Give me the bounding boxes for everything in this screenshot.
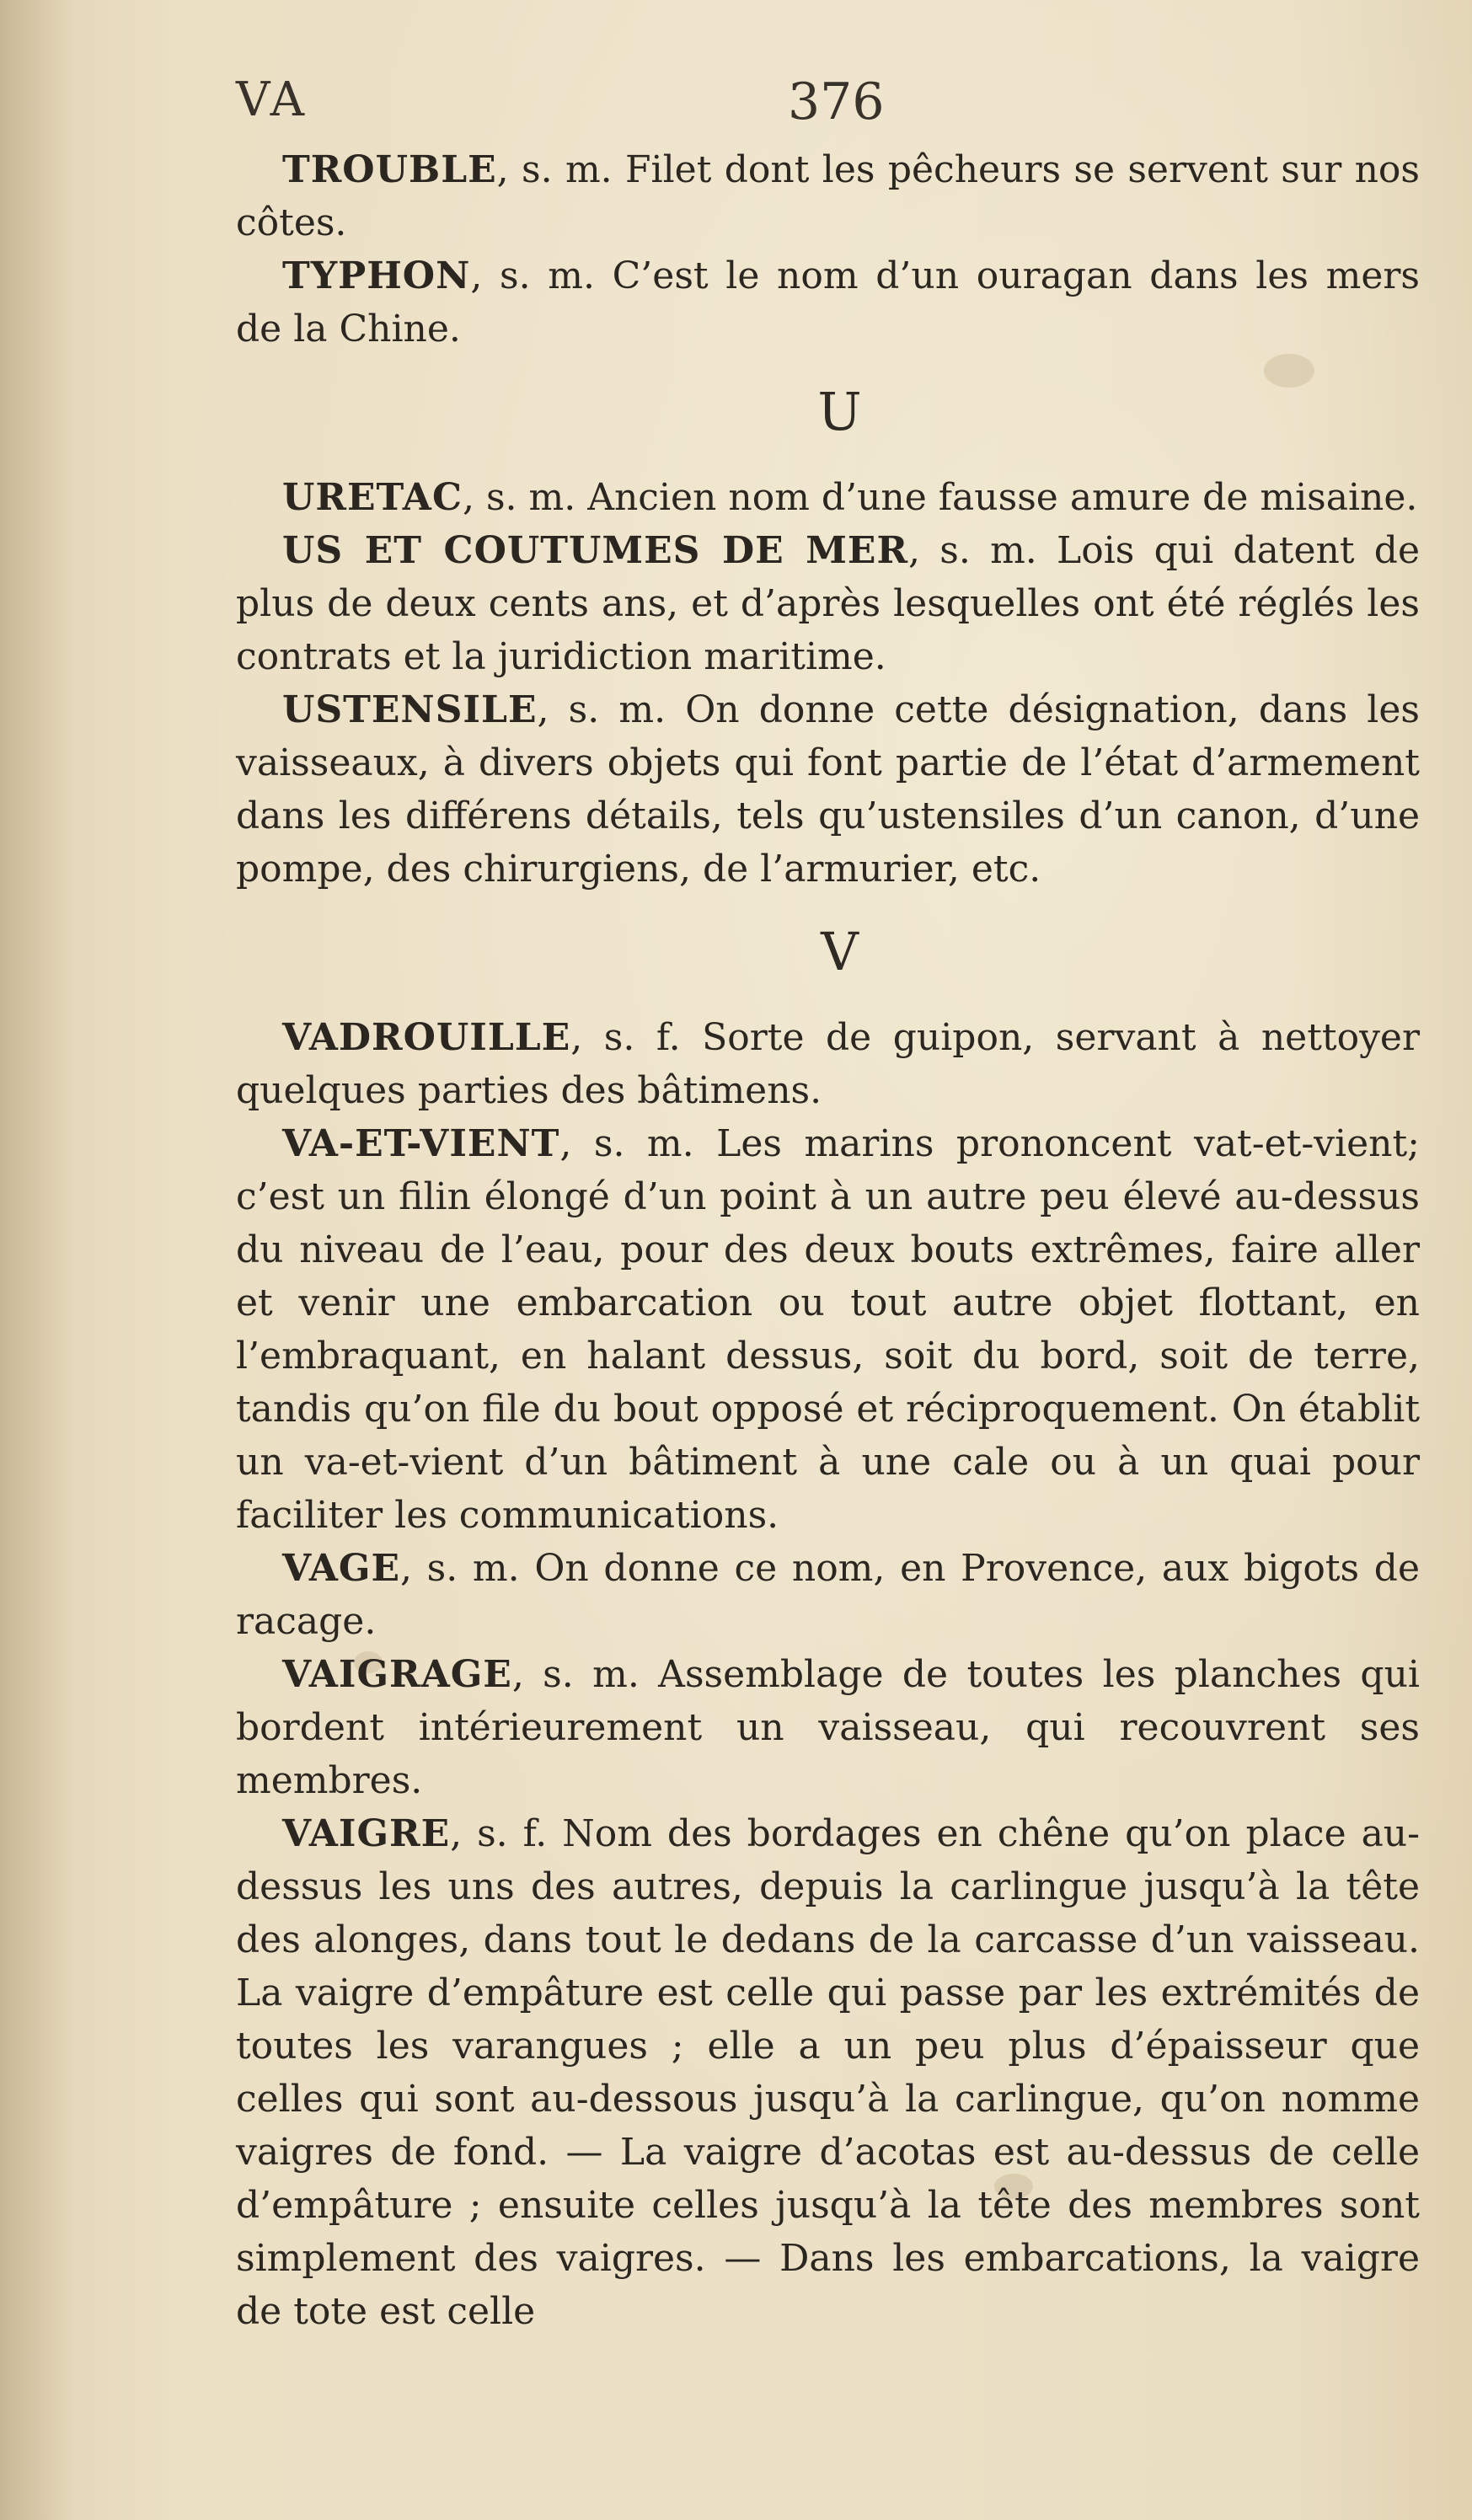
entry-definition: , s. m. Filet dont les pêcheurs se servent sur nos côtes. [236,148,1420,244]
dictionary-entry [236,471,1420,524]
entry-headword: TROUBLE [282,148,497,191]
page-number: 376 [788,72,885,131]
entry-headword: VAIGRE [282,1812,451,1855]
page-gutter-shadow [0,0,76,2520]
entry-definition: , s. f. Nom des bordages en chêne qu’on place au-dessus les uns des autres, depuis la carlingue jusqu’à la tête des alonges, dans tout le dedans de la carcasse d’un vaisseau. La vaigre d’empâture est celle qui passe par les extrémités de toutes les varangues ; elle a un peu plus d’épaisseur que celles qui sont au-dessous jusqu’à la carlingue, qu’on nomme vaigres de fond. — La vaigre d’acotas est au-dessus de celle d’empâture ; ensuite celles jusqu’à la tête des membres sont simplement des vaigres. — Dans les embarcations, la vaigre de tote est celle [236,1812,1420,2333]
entry-headword: VADROUILLE [282,1016,571,1059]
entry-definition: , s. m. Lois qui datent de plus de deux cents ans, et d’après lesquelles ont été réglés les contrats et la juridiction maritime. [236,529,1420,678]
dictionary-entry [236,1117,1420,1542]
dictionary-entry [236,524,1420,683]
dictionary-entry [236,1807,1420,2338]
entry-definition: , s. f. Sorte de guipon, servant à nettoyer quelques parties des bâtimens. [236,1016,1420,1112]
dictionary-entry [236,143,1420,249]
dictionary-entry [236,683,1420,896]
running-head: VA [236,72,308,127]
dictionary-entry [236,1648,1420,1807]
entry-definition: , s. m. Ancien nom d’une fausse amure de misaine. [462,476,1418,519]
entry-definition: , s. m. Assemblage de toutes les planches qui bordent intérieurement un vaisseau, qui recouvrent ses membres. [236,1653,1420,1802]
section-letter-heading: V [821,921,860,982]
section-letter-heading: U [817,381,864,442]
dictionary-entry [236,249,1420,356]
entry-headword: VA-ET-VIENT [282,1122,560,1165]
entry-headword: US ET COUTUMES DE MER [282,529,909,572]
dictionary-text [236,143,1420,2338]
dictionary-entry [236,1542,1420,1648]
entry-definition: , s. m. On donne cette désignation, dans les vaisseaux, à divers objets qui font partie de l’état d’armement dans les différens détails, tels qu’ustensiles d’un canon, d’une pompe, des chirurgiens, de l’armurier, etc. [236,688,1420,891]
entry-definition: , s. m. C’est le nom d’un ouragan dans les mers de la Chine. [236,254,1420,350]
entry-headword: URETAC [282,476,463,519]
entry-definition: , s. m. Les marins prononcent vat-et-vient; c’est un filin élongé d’un point à un autre peu élevé au-dessus du niveau de l’eau, pour des deux bouts extrêmes, faire aller et venir une embarcation ou tout autre objet flottant, en l’embraquant, en halant dessus, soit du bord, soit de terre, tandis qu’on file du bout opposé et réciproquement. On établit un va-et-vient d’un bâtiment à une cale ou à un quai pour faciliter les communications. [236,1122,1420,1537]
entry-headword: VAIGRAGE [282,1653,512,1696]
entry-headword: USTENSILE [282,688,538,731]
entry-definition: , s. m. On donne ce nom, en Provence, aux bigots de racage. [236,1547,1420,1643]
entry-headword: VAGE [282,1547,400,1590]
dictionary-entry [236,1011,1420,1117]
entry-headword: TYPHON [282,254,471,297]
